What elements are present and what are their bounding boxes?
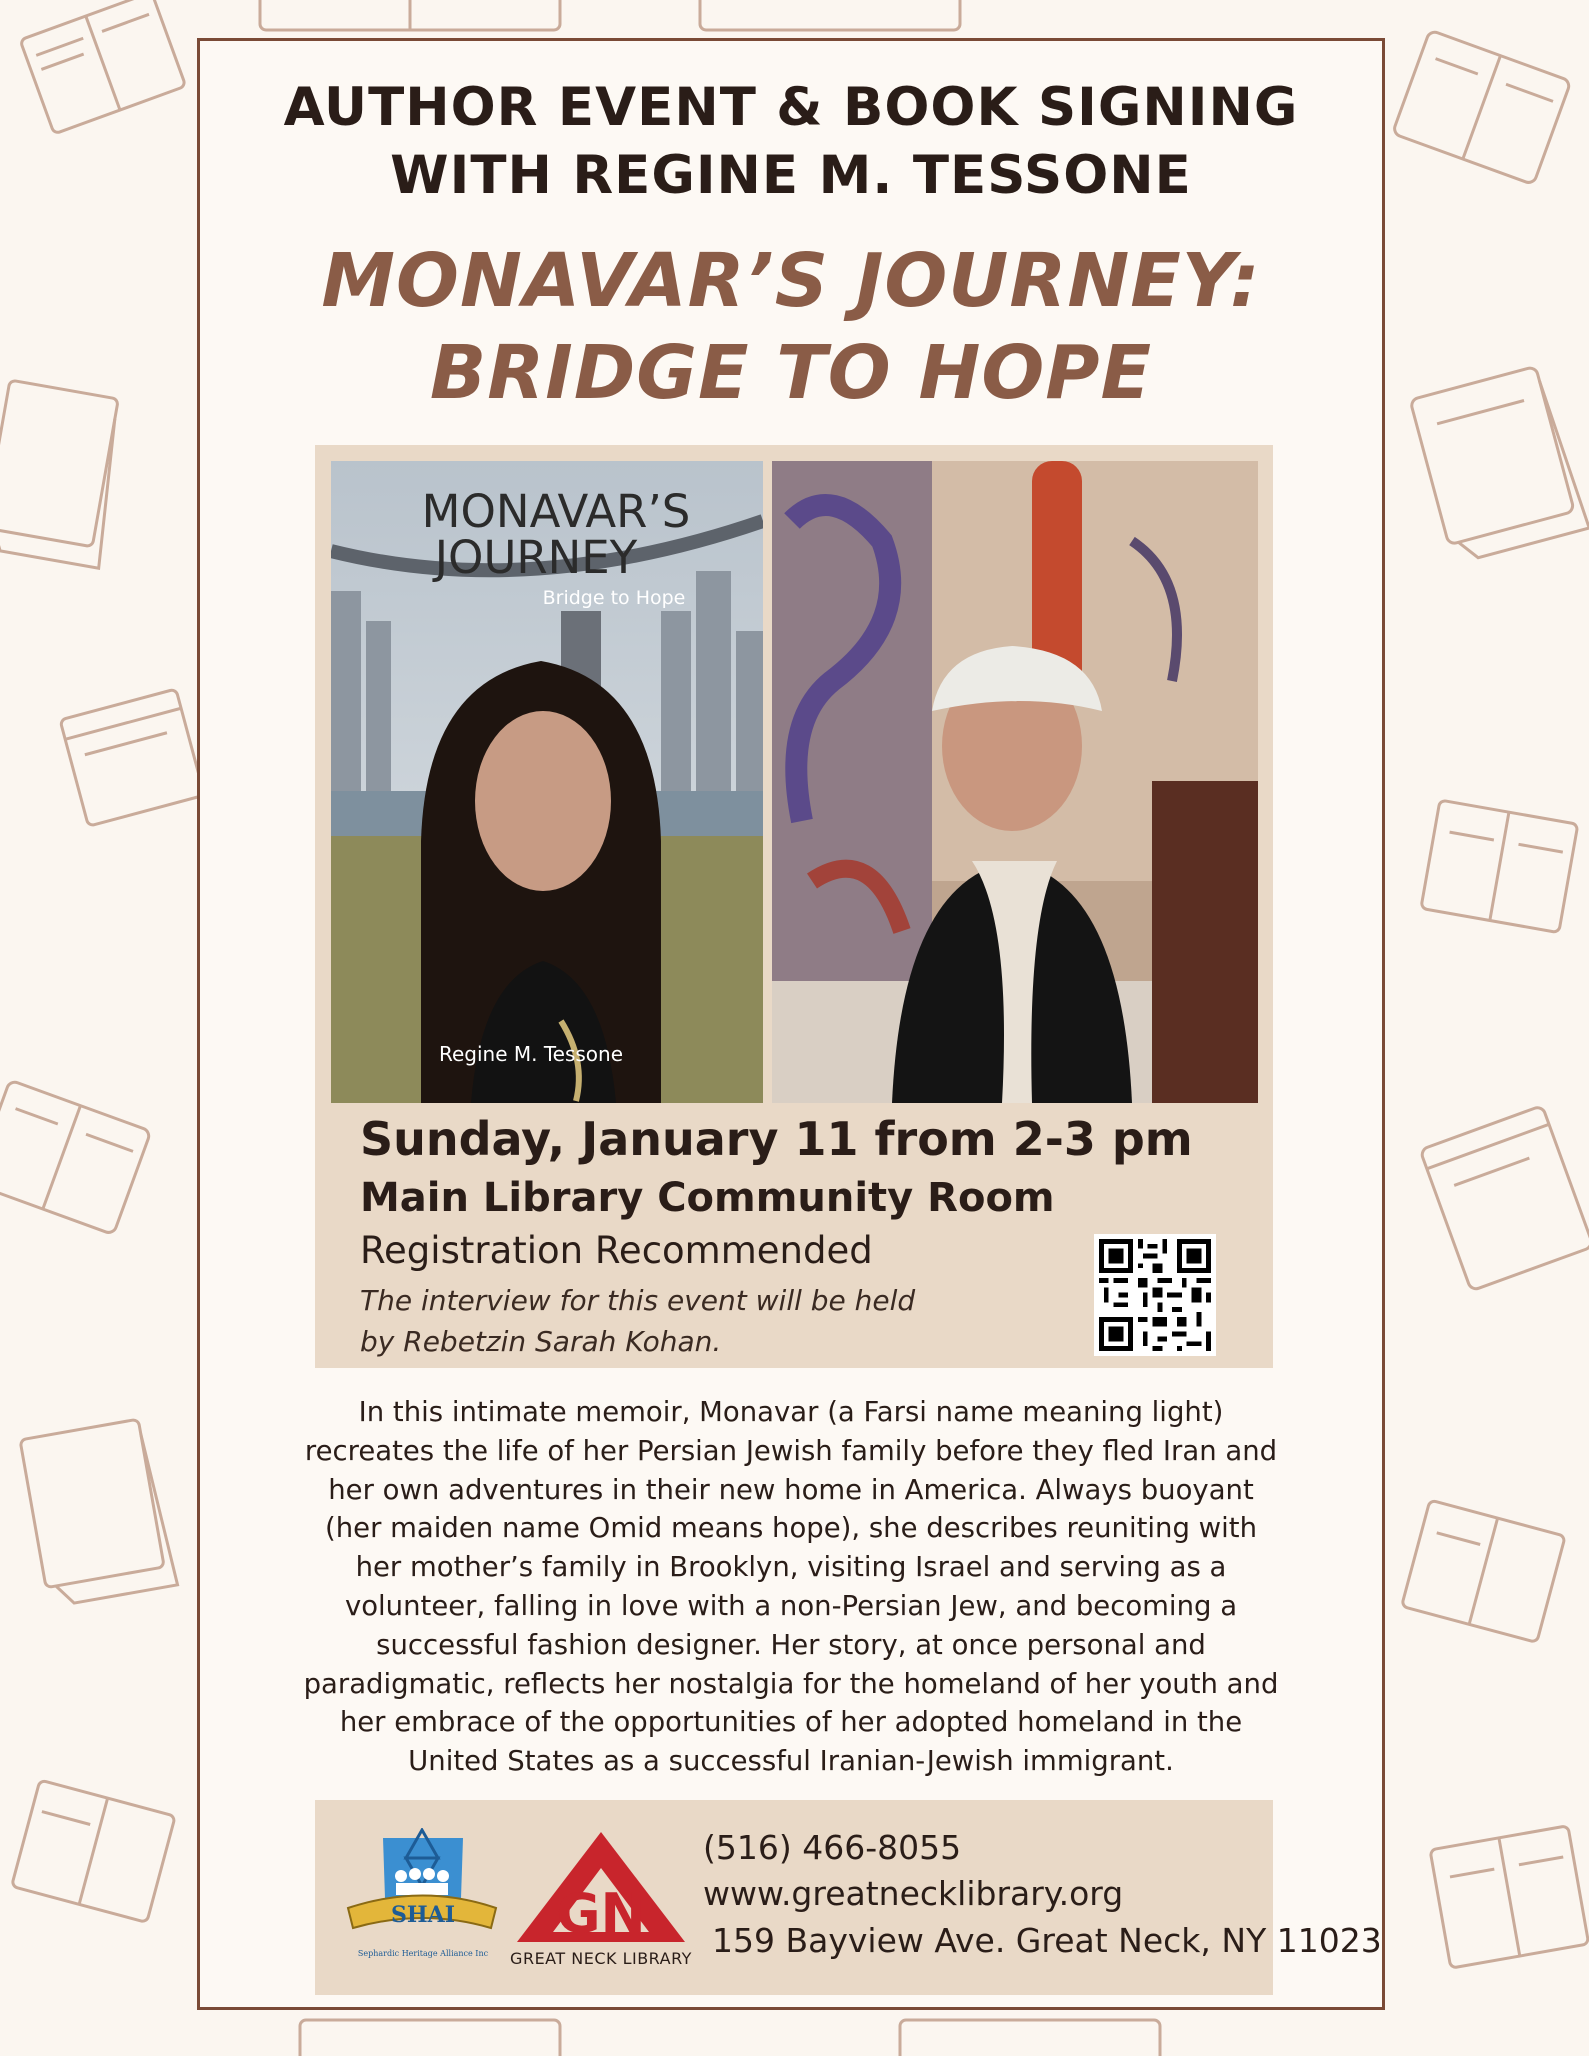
book-title-line-1: MONAVAR’S JOURNEY: bbox=[321, 238, 1261, 324]
description-line: (her maiden name Omid means hope), she describes reuniting with bbox=[325, 1512, 1257, 1545]
shai-logo bbox=[343, 1828, 501, 1968]
interview-note-line-1: The interview for this event will be held bbox=[360, 1284, 916, 1317]
registration-qr-code[interactable] bbox=[1094, 1234, 1216, 1356]
shai-logo-arc-text: Sephardic Heritage Alliance Inc bbox=[357, 1949, 489, 1958]
event-heading-line-2: WITH REGINE M. TESSONE bbox=[390, 145, 1192, 206]
registration-note: Registration Recommended bbox=[360, 1229, 873, 1272]
book-cover-image bbox=[331, 461, 763, 1103]
cover-author: Regine M. Tessone bbox=[438, 1042, 624, 1066]
book-description bbox=[230, 1393, 1352, 1781]
library-address: 159 Bayview Ave. Great Neck, NY 11023 bbox=[712, 1921, 1382, 1960]
shai-logo-label: SHAI bbox=[390, 1902, 456, 1928]
interview-note-line-2: by Rebetzin Sarah Kohan. bbox=[360, 1325, 722, 1358]
library-phone[interactable]: (516) 466-8055 bbox=[703, 1828, 962, 1867]
description-line: United States as a successful Iranian-Jewish immigrant. bbox=[408, 1745, 1174, 1778]
description-line: her embrace of the opportunities of her adopted homeland in the bbox=[339, 1706, 1243, 1739]
book-title-line-2: BRIDGE TO HOPE bbox=[429, 330, 1153, 416]
event-heading-line-1: AUTHOR EVENT & BOOK SIGNING bbox=[283, 77, 1299, 138]
cover-subtitle: Bridge to Hope bbox=[542, 587, 686, 609]
description-line: recreates the life of her Persian Jewish family before they fled Iran and bbox=[304, 1434, 1278, 1467]
description-line: successful fashion designer. Her story, at once personal and bbox=[376, 1628, 1206, 1661]
library-website-link[interactable]: www.greatnecklibrary.org bbox=[703, 1874, 1124, 1913]
description-line: In this intimate memoir, Monavar (a Farsi name meaning light) bbox=[358, 1396, 1224, 1428]
description-line: paradigmatic, reflects her nostalgia for the homeland of her youth and bbox=[303, 1667, 1279, 1700]
library-name: GREAT NECK LIBRARY bbox=[510, 1949, 692, 1968]
description-line: volunteer, falling in love with a non-Persian Jew, and becoming a bbox=[344, 1589, 1238, 1622]
great-neck-library-logo bbox=[513, 1828, 689, 1946]
description-line: her own adventures in their new home in America. Always buoyant bbox=[328, 1473, 1254, 1506]
author-photo bbox=[772, 461, 1258, 1103]
library-logo-mark: GN bbox=[556, 1882, 646, 1945]
description-line: her mother’s family in Brooklyn, visiting Israel and serving as a bbox=[355, 1551, 1227, 1584]
cover-title-line-1: MONAVAR’S bbox=[421, 485, 691, 538]
event-datetime: Sunday, January 11 from 2-3 pm bbox=[360, 1112, 1193, 1166]
cover-title-line-2: JOURNEY bbox=[434, 531, 638, 584]
event-location: Main Library Community Room bbox=[360, 1175, 1055, 1221]
